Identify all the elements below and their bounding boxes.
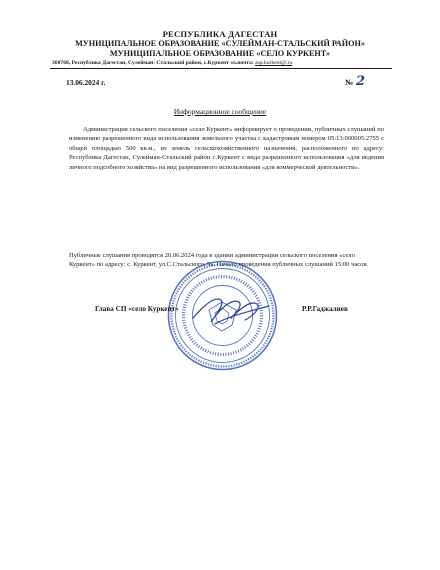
handwritten-signature (185, 286, 275, 336)
number-value: 2 (356, 74, 366, 89)
header-address (52, 60, 292, 66)
document-title: Информационное сообщение (173, 107, 267, 116)
header-divider (50, 68, 392, 69)
signatory-position: Глава СП «село Куркент» (95, 305, 179, 313)
header-municipality: МУНИЦИПАЛЬНОЕ ОБРАЗОВАНИЕ «СЕЛО КУРКЕНТ» (109, 49, 331, 58)
email-link[interactable]: asp.kurkent@.ru (255, 60, 293, 66)
header-district: МУНИЦИПАЛЬНОЕ ОБРАЗОВАНИЕ «СУЛЕЙМАН-СТАЛЬСКИЙ РАЙОН» (75, 39, 365, 48)
signatory-name: Р.Р.Гаджалиев (302, 305, 348, 313)
number-label: № (345, 78, 354, 87)
paragraph-announcement: Администрация сельского поселения «село Куркент» информирует о проведении, публичных слушаний по изменению разрешенного вида использования земельного участка с кадастровым номером 05:13:000005:2755 с общей площадью 500 кв.м., из земель сельскохозяйственного назначения, расположенного по адресу: Республика Дагестан, Сулейман-Стальский район с.Куркент с вида разрешенного использования «для ведения личного подсобного хозяйства» на вид разрешенного использования «для коммерческой деятельности». (69, 126, 384, 171)
header-republic: РЕСПУБЛИКА ДАГЕСТАН (162, 29, 278, 39)
address-text: 368768, Республика Дагестан, Сулейман- Стальский район, с.Куркент эл.почта: (52, 60, 256, 66)
document-number (345, 74, 365, 89)
paragraph-hearing-details: Публичные слушания проводятся 20.06.2024 года в здании администрации сельского поселения «село Куркент» по адресу: с. Куркент, ул.С.Стальского, 9а. Начало проведения публичных слушаний 15:00 часов. (69, 252, 369, 269)
document-date: 13.06.2024 г. (66, 78, 106, 87)
